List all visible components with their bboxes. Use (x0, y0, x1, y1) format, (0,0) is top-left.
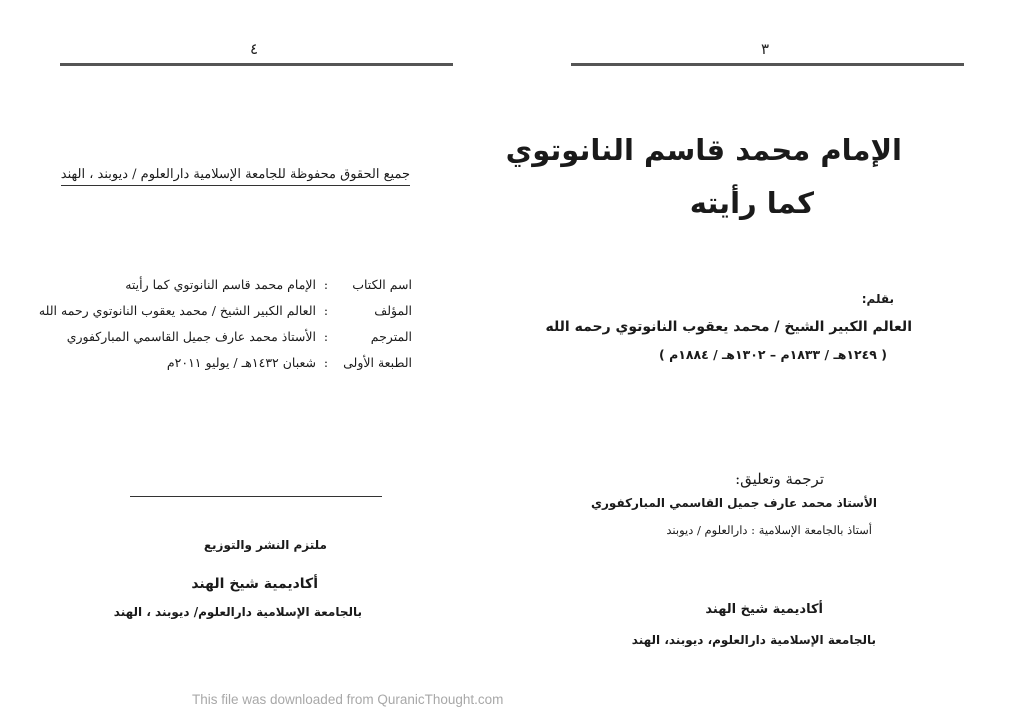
book-detail-label: اسم الكتاب (352, 276, 412, 292)
publisher-address: بالجامعة الإسلامية دارالعلوم/ ديوبند ، الهند (113, 605, 362, 619)
book-detail-value: الإمام محمد قاسم النانوتوي كما رأيته (125, 276, 316, 292)
by-label: بقلم: (861, 292, 894, 306)
right-page-number: ٣ (761, 40, 770, 58)
book-detail-label: الطبعة الأولى (343, 354, 412, 370)
publisher-divider (130, 496, 382, 497)
book-title-line1: الإمام محمد قاسم النانوتوي (505, 133, 902, 167)
translator-name: الأستاذ محمد عارف جميل القاسمي المباركفوري (591, 496, 877, 510)
translator-role: أستاذ بالجامعة الإسلامية : دارالعلوم / ديوبند (666, 523, 872, 537)
book-detail-row (39, 297, 412, 323)
left-header-rule (60, 63, 453, 66)
publisher-name: أكاديمية شيخ الهند (191, 576, 318, 592)
book-detail-row (39, 349, 412, 375)
book-detail-colon: : (323, 328, 329, 344)
translation-label: ترجمة وتعليق: (735, 470, 824, 488)
right-header-rule (571, 63, 964, 66)
book-detail-label: المترجم (370, 328, 412, 344)
left-page-number: ٤ (250, 40, 259, 58)
rights-notice: جميع الحقوق محفوظة للجامعة الإسلامية دارالعلوم / ديوبند ، الهند (61, 167, 410, 186)
book-detail-label: المؤلف (374, 302, 412, 318)
book-detail-colon: : (323, 354, 329, 370)
author-name: العالم الكبير الشيخ / محمد يعقوب النانوتوي رحمه الله (545, 319, 912, 335)
book-detail-value: شعبان ١٤٣٢هـ / يوليو ٢٠١١م (166, 354, 316, 370)
book-detail-value: العالم الكبير الشيخ / محمد يعقوب النانوتوي رحمه الله (38, 302, 316, 318)
book-detail-colon: : (323, 302, 329, 318)
right-page (505, 0, 1024, 724)
distributor-label: ملتزم النشر والتوزيع (203, 538, 327, 552)
book-detail-value: الأستاذ محمد عارف جميل القاسمي المباركفوري (66, 328, 316, 344)
book-detail-colon: : (323, 276, 329, 292)
publisher-address: بالجامعة الإسلامية دارالعلوم، ديوبند، الهند (631, 633, 876, 647)
author-dates: ( ١٢٤٩هـ / ١٨٣٣م – ١٣٠٢هـ / ١٨٨٤م ) (659, 347, 887, 362)
download-watermark: This file was downloaded from QuranicThought.com (192, 692, 504, 707)
publisher-name: أكاديمية شيخ الهند (705, 602, 823, 617)
book-detail-row (39, 323, 412, 349)
book-title-line2: كما رأيته (689, 186, 814, 220)
book-detail-row (39, 271, 412, 297)
book-details-table (39, 271, 412, 375)
